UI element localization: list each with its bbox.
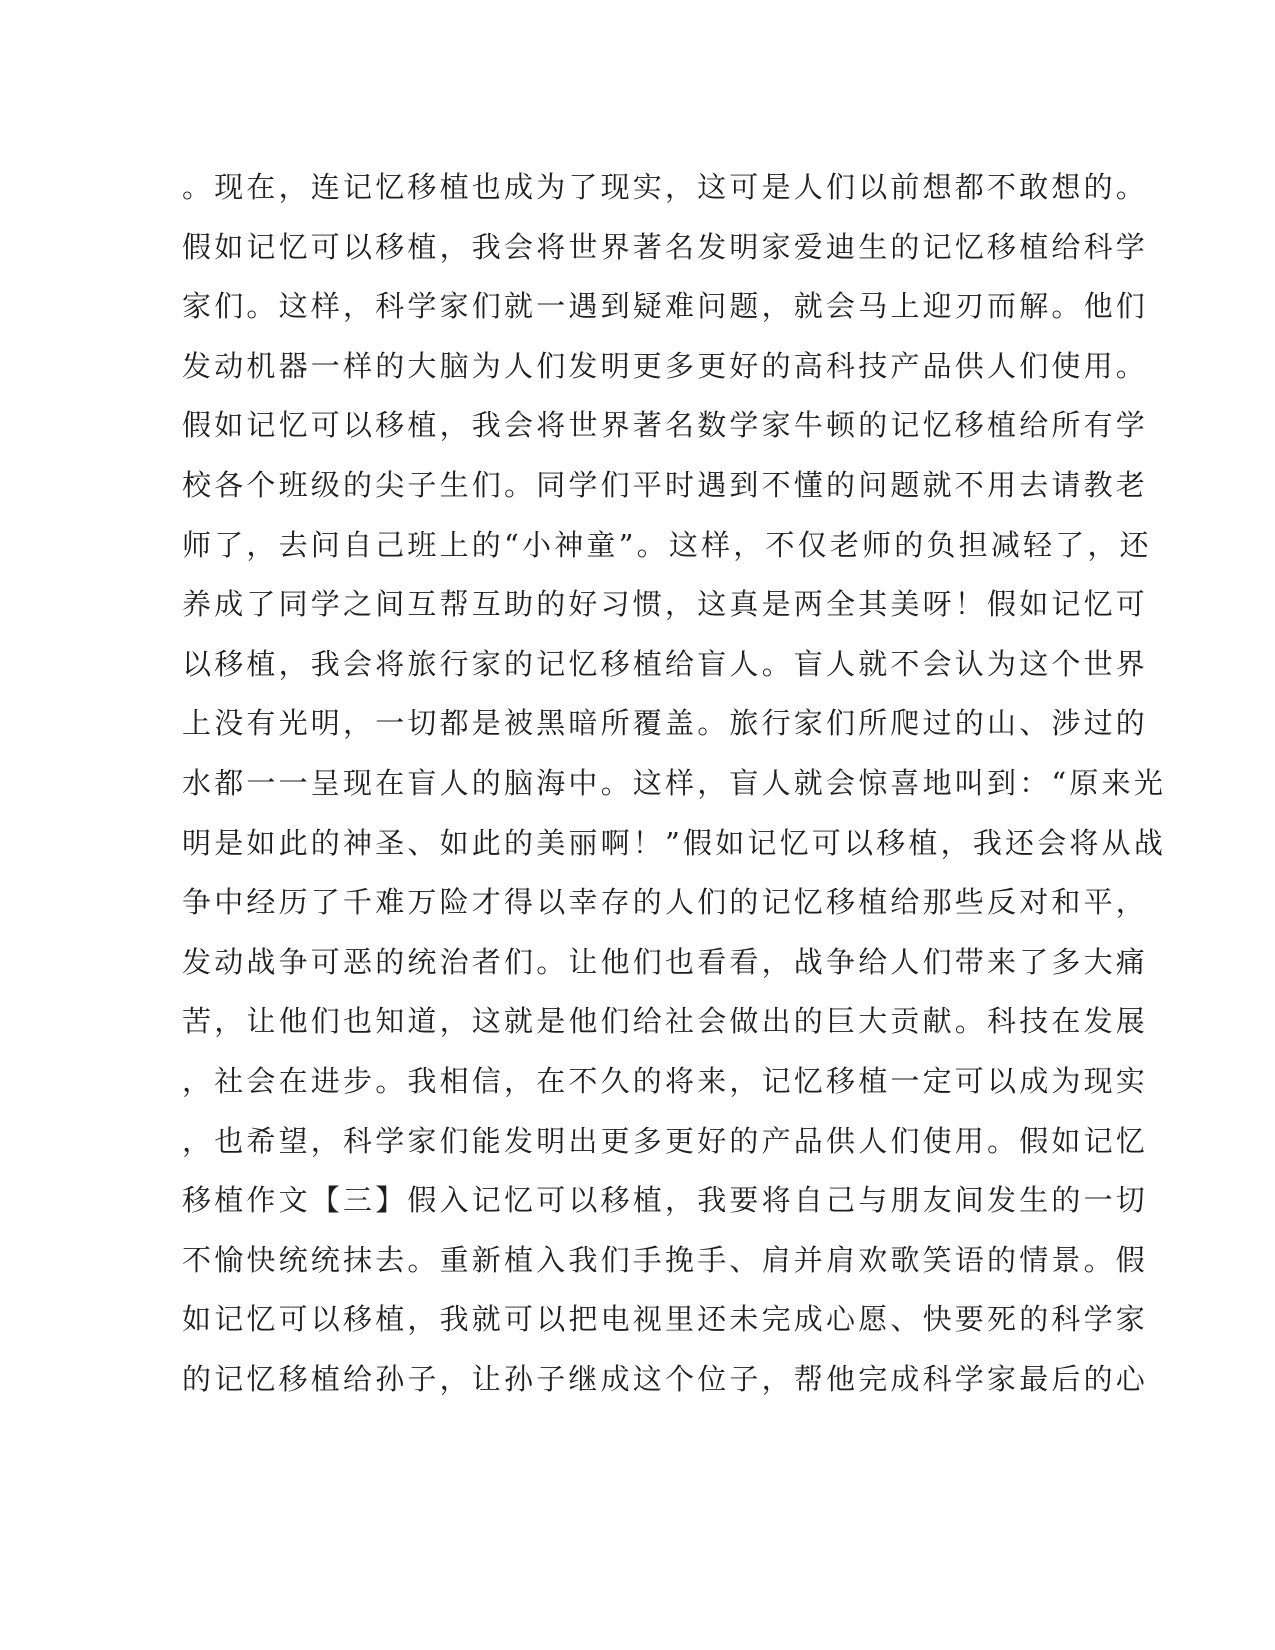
text-line: 家们。这样，科学家们就一遇到疑难问题，就会马上迎刃而解。他们 [182,289,1149,324]
text-line: 师了，去问自己班上的“小神童”。这样，不仅老师的负担减轻了，还 [182,527,1152,562]
text-line: 水都一一呈现在盲人的脑海中。这样，盲人就会惊喜地叫到：“原来光 [182,765,1167,800]
text-line: 。现在，连记忆移植也成为了现实，这可是人们以前想都不敢想的。 [182,170,1149,204]
text-line: 的记忆移植给孙子，让孙子继成这个位子，帮他完成科学家最后的心 [182,1361,1149,1396]
text-line: 不愉快统统抹去。重新植入我们手挽手、肩并肩欢歌笑语的情景。假 [182,1242,1149,1277]
text-line: 如记忆可以移植，我就可以把电视里还未完成心愿、快要死的科学家 [182,1302,1149,1337]
text-line: 发动机器一样的大脑为人们发明更多更好的高科技产品供人们使用。 [182,348,1149,383]
text-line: 苦，让他们也知道，这就是他们给社会做出的巨大贡献。科技在发展 [182,1004,1149,1039]
text-line: 发动战争可恶的统治者们。让他们也看看，战争给人们带来了多大痛 [182,944,1149,979]
text-line: 假如记忆可以移植，我会将世界著名发明家爱迪生的记忆移植给科学 [182,229,1149,264]
text-line: ，也希望，科学家们能发明出更多更好的产品供人们使用。假如记忆 [182,1123,1149,1158]
text-line: 养成了同学之间互帮互助的好习惯，这真是两全其美呀！假如记忆可 [182,587,1149,622]
text-line: 争中经历了千难万险才得以幸存的人们的记忆移植给那些反对和平， [182,885,1149,920]
text-line: 移植作文【三】假入记忆可以移植，我要将自己与朋友间发生的一切 [182,1183,1149,1218]
text-line: 假如记忆可以移植，我会将世界著名数学家牛顿的记忆移植给所有学 [182,408,1149,443]
text-line: ，社会在进步。我相信，在不久的将来，记忆移植一定可以成为现实 [182,1063,1149,1098]
text-line: 上没有光明，一切都是被黑暗所覆盖。旅行家们所爬过的山、涉过的 [182,706,1149,741]
text-line: 校各个班级的尖子生们。同学们平时遇到不懂的问题就不用去请教老 [182,467,1149,502]
essay-text-body [182,158,1167,1409]
text-line: 以移植，我会将旅行家的记忆移植给盲人。盲人就不会认为这个世界 [182,646,1149,681]
text-line: 明是如此的神圣、如此的美丽啊！”假如记忆可以移植，我还会将从战 [182,825,1167,860]
